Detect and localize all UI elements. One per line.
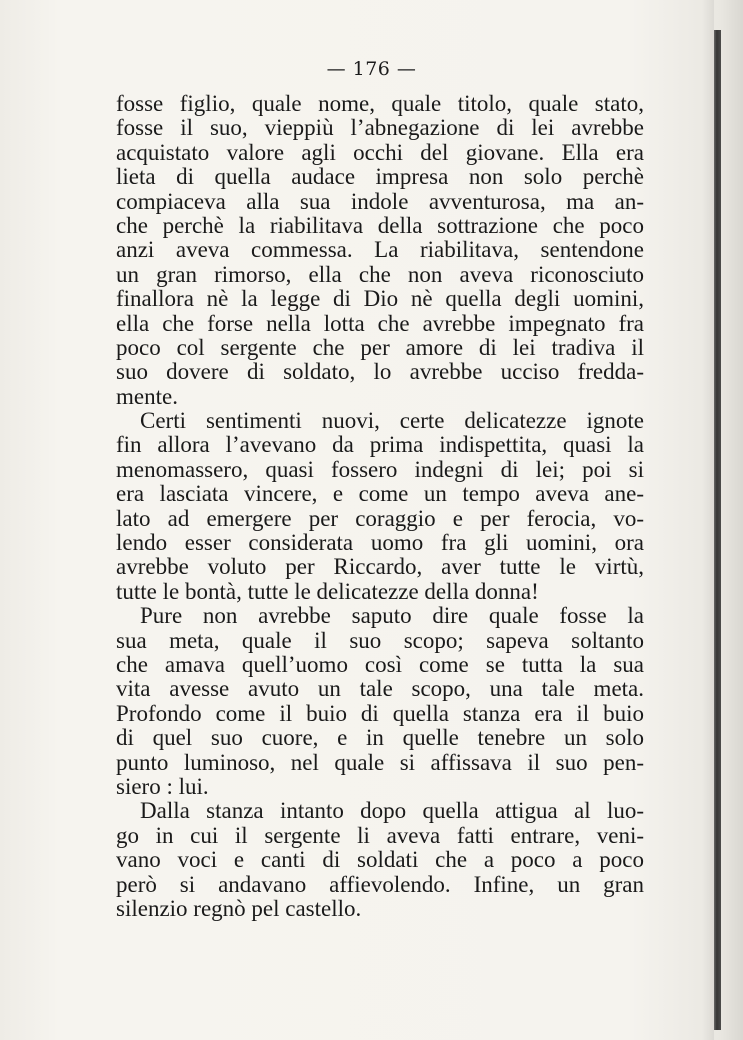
paragraph [116,92,644,409]
text-line: mente. [116,383,178,409]
text-line: anzi aveva commessa. La riabilitava, sentendone [116,237,644,263]
text-line: Pure non avrebbe saputo dire quale fosse la [140,603,644,629]
text-line: vano voci e canti di soldati che a poco a poco [116,847,644,873]
paragraph [116,604,644,799]
text-line: di quel suo cuore, e in quelle tenebre un solo [116,725,644,751]
text-line: un gran rimorso, ella che non aveva riconosciuto [116,261,644,287]
text-line: fosse figlio, quale nome, quale titolo, quale stato, [116,91,644,116]
text-line: compiaceva alla sua indole avventurosa, ma an- [116,188,644,214]
page-edge-shadow [702,0,714,1040]
body-text [116,92,644,921]
text-line: go in cui il sergente li aveva fatti entrare, veni- [116,822,644,848]
text-line: Profondo come il buio di quella stanza era il buio [116,700,644,726]
text-line: ella che forse nella lotta che avrebbe impegnato fra [116,310,644,336]
text-line: Dalla stanza intanto dopo quella attigua al luo- [140,798,644,824]
paragraph [116,409,644,604]
text-line: tutte le bontà, tutte le delicatezze della donna! [116,578,539,604]
text-line: che perchè la riabilitava della sottrazione che poco [116,212,644,238]
text-line: punto luminoso, nel quale si affissava il suo pen- [116,749,644,775]
text-line: fosse il suo, vieppiù l’abnegazione di lei avrebbe [116,115,644,141]
text-line: Certi sentimenti nuovi, certe delicatezze ignote [140,408,644,434]
text-line: lato ad emergere per coraggio e per ferocia, vo- [116,505,644,531]
text-line: vita avesse avuto un tale scopo, una tale meta. [116,676,644,702]
text-line: lieta di quella audace impresa non solo perchè [116,164,644,190]
text-line: suo dovere di soldato, lo avrebbe ucciso fredda- [116,359,644,385]
book-spine-edge [714,30,721,1030]
text-line: acquistato valore agli occhi del giovane. Ella era [116,139,644,165]
text-line: lendo esser considerata uomo fra gli uomini, ora [116,530,644,556]
paragraph [116,799,644,921]
text-line: fin allora l’avevano da prima indispettita, quasi la [116,432,644,458]
text-line: poco col sergente che per amore di lei tradiva il [116,334,644,360]
page-number: — 176 — [326,58,417,80]
text-line: però si andavano affievolendo. Infine, un gran [116,871,644,897]
text-line: finallora nè la legge di Dio nè quella degli uomini, [116,286,644,312]
text-line: siero : lui. [116,773,209,799]
text-line: era lasciata vincere, e come un tempo aveva ane- [116,481,644,507]
text-line: menomassero, quasi fossero indegni di lei; poi si [116,456,644,482]
text-line: che amava quell’uomo così come se tutta la sua [116,651,644,677]
text-line: avrebbe voluto per Riccardo, aver tutte le virtù, [116,554,644,580]
text-line: silenzio regnò pel castello. [116,895,362,921]
text-line: sua meta, quale il suo scopo; sapeva soltanto [116,627,644,653]
